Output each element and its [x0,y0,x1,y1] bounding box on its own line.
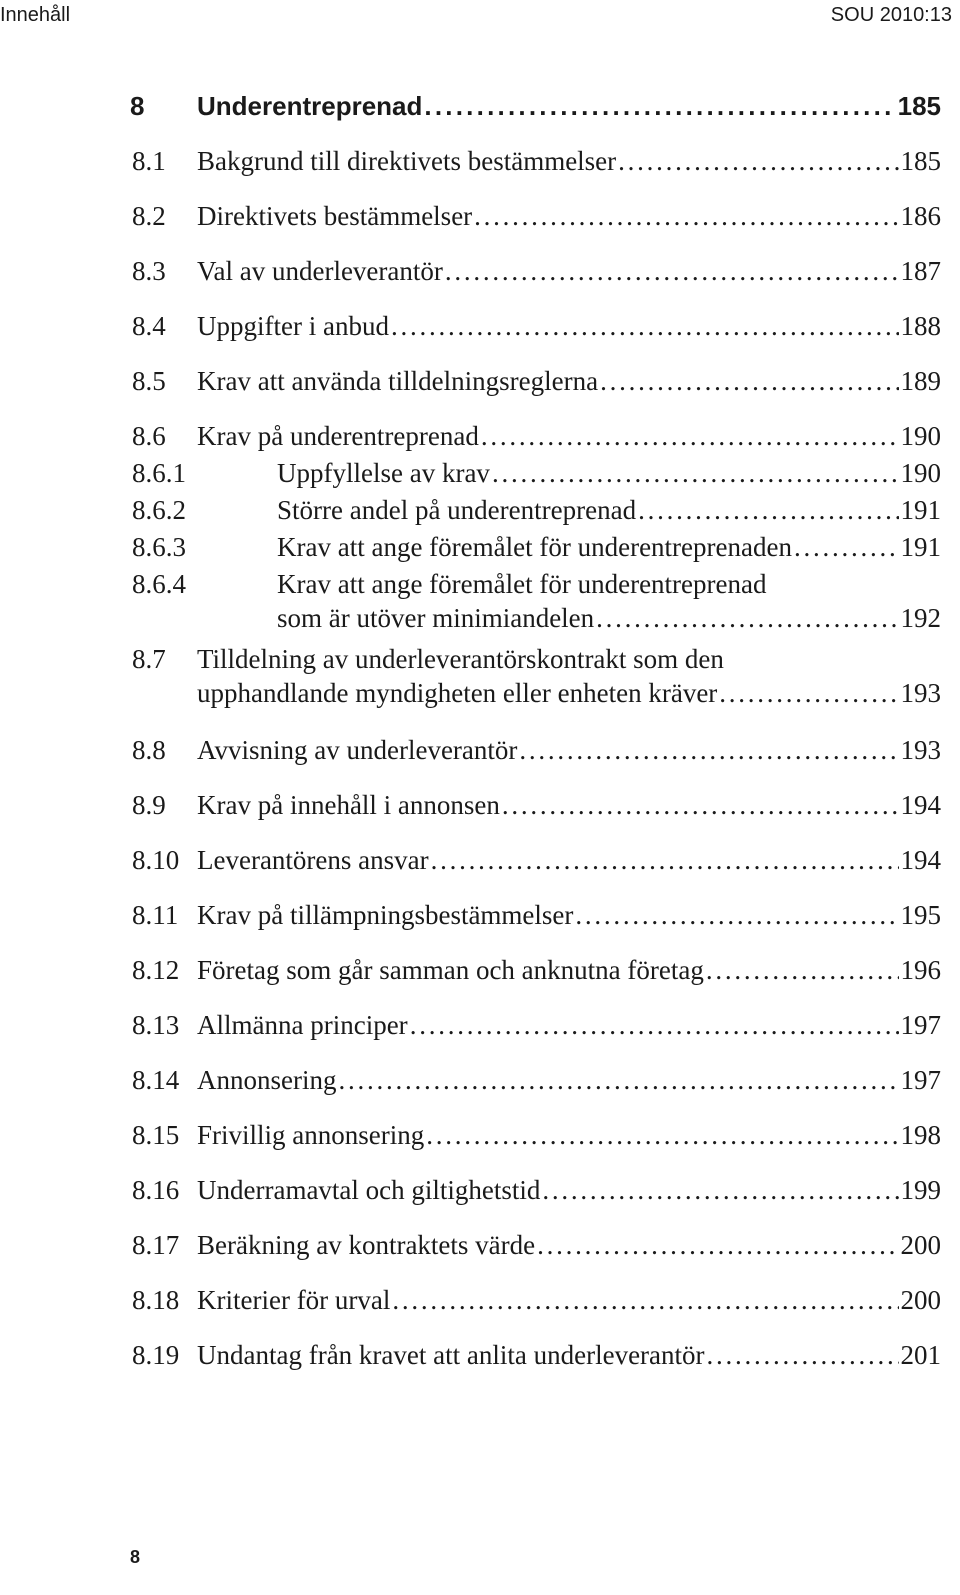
dot-leader [719,677,898,710]
dot-leader [542,1174,898,1207]
toc-title: Krav på underentreprenad [197,421,479,451]
running-head-report-id: SOU 2010:13 [830,4,952,26]
toc-page: 192 [900,603,941,633]
page-number: 8 [130,1547,141,1567]
toc-page: 200 [900,1230,941,1260]
toc-number: 8.5 [132,366,166,396]
toc-page: 200 [900,1285,941,1315]
dot-leader [445,255,899,288]
dot-leader [502,789,899,822]
toc-page: 191 [900,532,941,562]
toc-page: 193 [900,735,941,765]
toc-title: Krav på tillämpningsbestämmelser [197,900,574,930]
dot-leader [431,844,899,877]
toc-number: 8.6 [132,421,166,451]
toc-page: 187 [900,256,941,286]
toc-number: 8.19 [132,1340,180,1370]
dot-leader [481,420,899,453]
toc-title: Val av underleverantör [197,256,443,286]
toc-number: 8.14 [132,1065,180,1095]
toc-number: 8.8 [132,735,166,765]
toc-page: 197 [900,1010,941,1040]
toc-number: 8.6.4 [132,569,186,599]
toc-number: 8.13 [132,1010,180,1040]
toc-title-line-2: som är utöver minimiandelen [277,603,595,633]
toc-page: 193 [900,678,941,708]
dot-leader [794,531,899,564]
toc-number: 8.18 [132,1285,180,1315]
dot-leader [707,1339,899,1372]
toc-page: 188 [900,311,941,341]
running-head-section: Innehåll [0,4,71,26]
toc-title: Avvisning av underleverantör [197,735,518,765]
toc-page: 194 [900,845,941,875]
toc-title: Krav att ange föremålet för underentreprenaden [277,532,792,562]
dot-leader [426,1119,898,1152]
toc-number: 8.7 [132,644,166,674]
toc-title: Frivillig annonsering [197,1120,425,1150]
toc-title: Direktivets bestämmelser [197,201,473,231]
toc-title-line-1: Krav att ange föremålet för underentreprenad [277,569,767,599]
dot-leader [391,310,899,343]
toc-page: 195 [900,900,941,930]
toc-page: 194 [900,790,941,820]
toc-title: Krav att använda tilldelningsreglerna [197,366,599,396]
dot-leader [424,90,895,123]
toc-title: Beräkning av kontraktets värde [197,1230,536,1260]
dot-leader [537,1229,898,1262]
toc-page: 190 [900,421,941,451]
dot-leader [596,602,898,635]
toc-title: Annonsering [197,1065,337,1095]
toc-page: 186 [900,201,941,231]
toc-number: 8.9 [132,790,166,820]
dot-leader [338,1064,898,1097]
toc-number: 8.3 [132,256,166,286]
toc-title: Leverantörens ansvar [197,845,429,875]
toc-number: 8.6.2 [132,495,186,525]
dot-leader [575,899,898,932]
toc-page: 201 [900,1340,941,1370]
toc-number: 8.12 [132,955,180,985]
toc-page: 190 [900,458,941,488]
dot-leader [474,200,898,233]
toc-number: 8.10 [132,845,180,875]
toc-title: Underentreprenad [197,91,423,121]
dot-leader [638,494,898,527]
toc-number: 8.16 [132,1175,180,1205]
toc-number: 8.1 [132,146,166,176]
toc-number: 8.6.1 [132,458,186,488]
dot-leader [392,1284,898,1317]
toc-title: Underramavtal och giltighetstid [197,1175,541,1205]
toc-title: Bakgrund till direktivets bestämmelser [197,146,617,176]
toc-page: 199 [900,1175,941,1205]
dot-leader [706,954,899,987]
toc-title: Uppgifter i anbud [197,311,389,341]
toc-title: Större andel på underentreprenad [277,495,637,525]
toc-number: 8.6.3 [132,532,186,562]
toc-page: 185 [900,146,941,176]
toc-title: Kriterier för urval [197,1285,391,1315]
toc-title: Allmänna principer [197,1010,408,1040]
toc-page: 189 [900,366,941,396]
dot-leader [519,734,898,767]
toc-page: 191 [900,495,941,525]
toc-page: 198 [900,1120,941,1150]
toc-title: Undantag från kravet att anlita underleverantör [197,1340,705,1370]
toc-number: 8.17 [132,1230,180,1260]
toc-number: 8.11 [132,900,179,930]
toc-page: 197 [900,1065,941,1095]
dot-leader [618,145,898,178]
dot-leader [492,457,899,490]
toc-page: 196 [900,955,941,985]
toc-title: Krav på innehåll i annonsen [197,790,500,820]
toc-title-line-2: upphandlande myndigheten eller enheten kräver [197,678,718,708]
toc-title-line-1: Tilldelning av underleverantörskontrakt som den [197,644,724,674]
toc-number: 8 [130,91,145,121]
toc-page: 185 [897,91,941,121]
dot-leader [600,365,898,398]
toc-number: 8.2 [132,201,166,231]
dot-leader [410,1009,899,1042]
toc-number: 8.15 [132,1120,180,1150]
toc-title: Företag som går samman och anknutna företag [197,955,704,985]
toc-title: Uppfyllelse av krav [277,458,490,488]
toc-number: 8.4 [132,311,166,341]
